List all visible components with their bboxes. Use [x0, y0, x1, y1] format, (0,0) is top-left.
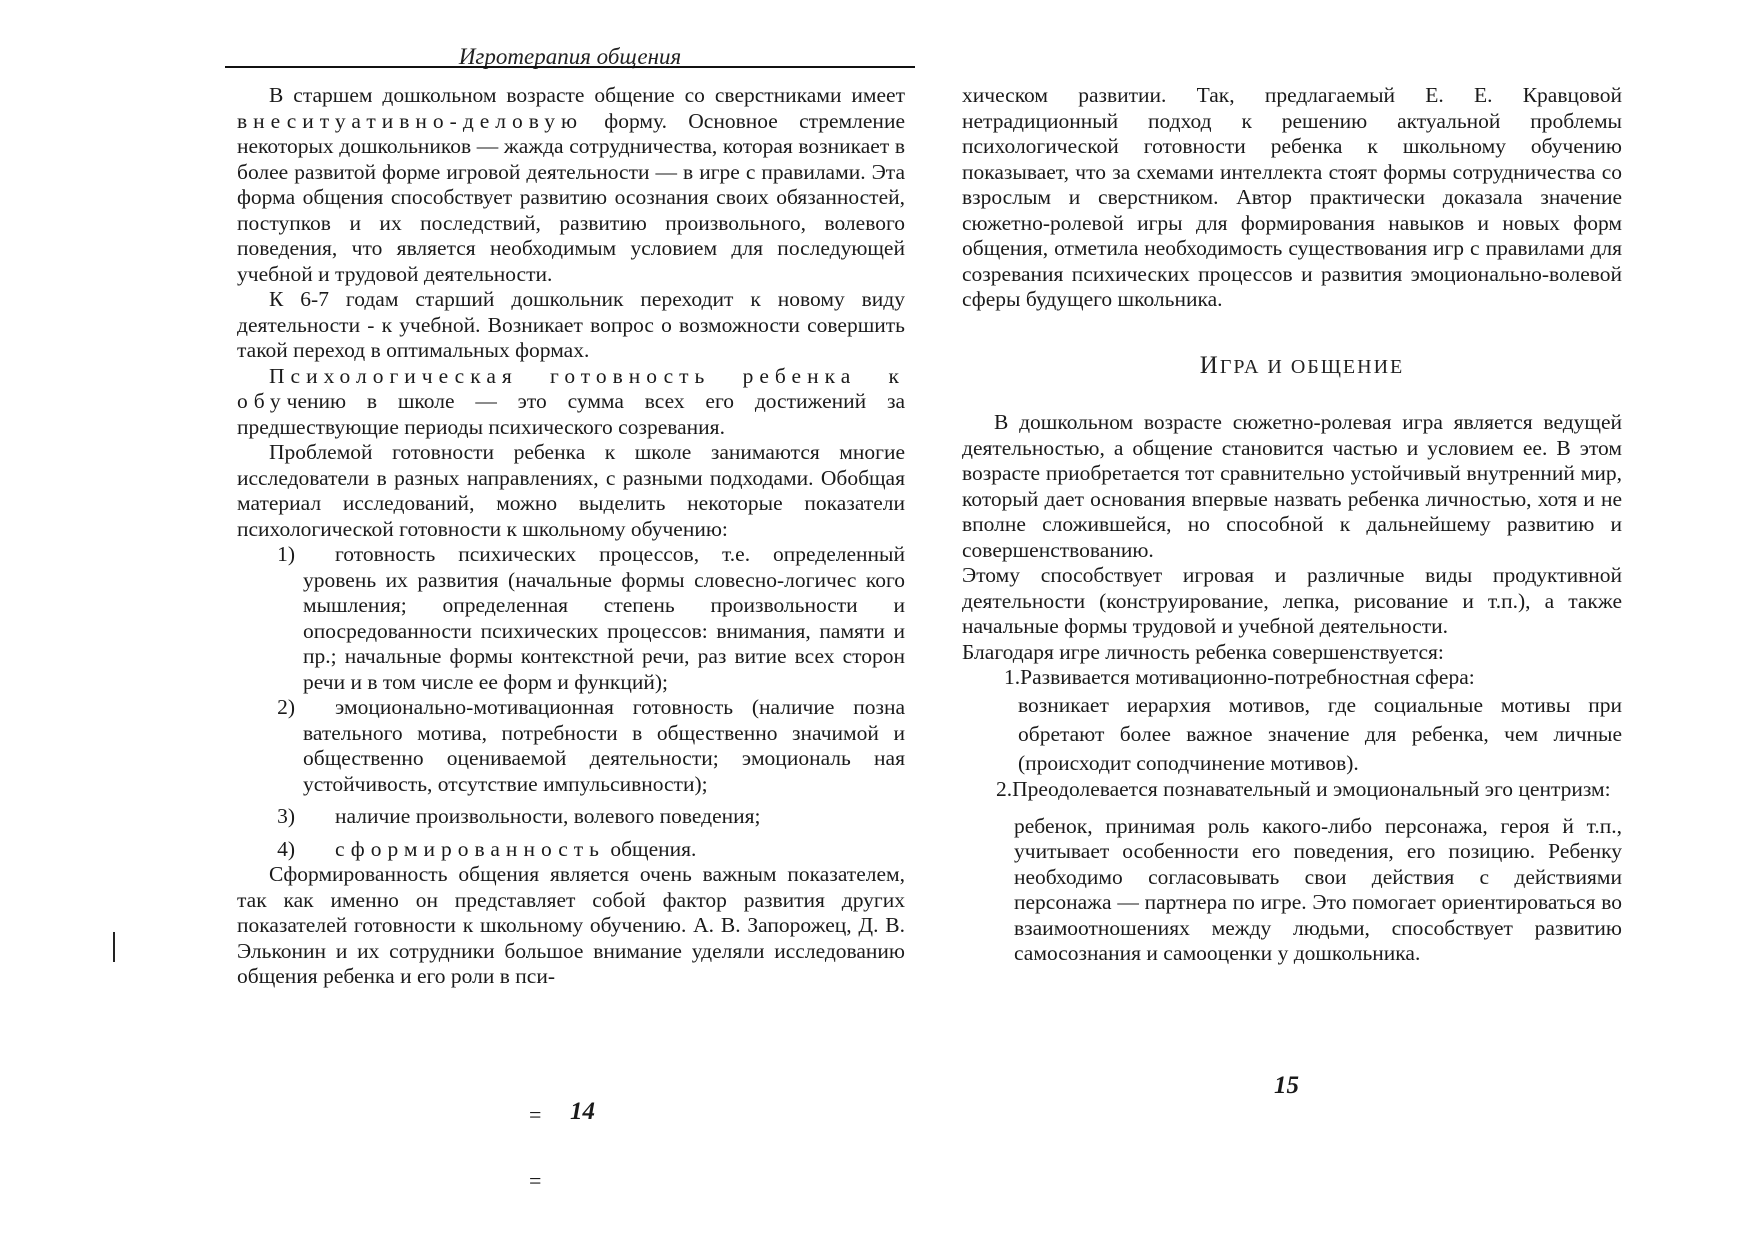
paragraph-3: Психологическая готовность ребенка к обучению в школе — это сумма всех его достижений за предшествующие периоды психического созревания. [237, 363, 905, 439]
list-number: 1) [277, 542, 295, 566]
list-item: 2.Преодолевается познавательный и эмоциональный эго центризм: [996, 776, 1611, 801]
list-item: 2) эмоционально-мотивационная готовность (наличие позна вательного мотива, потребности в общественно значимой и общественно оцениваемой деятельности; эмоциональ ная устойчивость, отсутствие импульсивности); [237, 695, 905, 797]
paragraph-a: В дошкольном возрасте сюжетно-ролевая игра является ведущей деятельностью, а общение становится частью и условием ее. В этом возрасте приобретается тот сравнительно устойчивый внутренний мир, который дает основания впервые назвать ребенка личностью, хотя и не вполне сложившейся, но способной к дальнейшему развитию и совершенствованию. [962, 410, 1622, 562]
paragraph-continued: хическом развитии. Так, предлагаемый Е. Е. Кравцовой нетрадиционный подход к решению актуальной проблемы психологической готовности ребенка к школьному обучению показывает, что за схемами интеллекта стоят формы сотрудничества со взрослым и сверстником. Автор практически доказала значение сюжетно-ролевой игры для формирования навыков и новых форм общения, отметила необходимость существования игр с правилами для созревания психических процессов и развития эмоционально-волевой сферы будущего школьника. [962, 83, 1622, 311]
list-item-body: возникает иерархия мотивов, где социальные мотивы при обретают более важное значение для ребенка, чем личные (происходит соподчинение мотивов). [1018, 692, 1622, 775]
paragraph-2: К 6-7 годам старший дошкольник переходит к новому виду деятельности - к учебной. Возникает вопрос о возможности совершить такой переход в оптимальных формах. [237, 287, 905, 362]
paragraph-b: Этому способствует игровая и различные виды продуктивной деятельности (конструирование, лепка, рисование и т.п.), а также начальные формы трудовой и учебной деятельности. [962, 563, 1622, 638]
list-number: 3) [277, 804, 295, 828]
left-page [225, 0, 915, 1241]
list-item-body: ребенок, принимая роль какого-либо персонажа, героя й т.п., учитывает особенности его поведения, его позицию. Ребенку необходимо согласовывать свои действия с действиями персонажа — партнера по игре. Это помогает ориентироваться во взаимоотношениях между людьми, способствует развитию самосознания и самооценки у дошкольника. [1014, 813, 1622, 965]
spaced-term: сформированность [335, 836, 605, 861]
paragraph-c: Благодаря игре личность ребенка совершенствуется: [962, 639, 1444, 664]
running-head: Игротерапия общения [458, 44, 682, 69]
list-item: 1) готовность психических процессов, т.е. определенный уровень их развития (начальные формы словесно-логичес кого мышления; определенная степень произвольности и опосредованности психических процессов: внимания, памяти и пр.; начальные формы контекстной речи, раз витие всех сторон речи и в том числе ее форм и функций); [237, 542, 905, 695]
page-number: 14 [570, 1098, 595, 1125]
paragraph-5: Сформированность общения является очень важным показателем, так как именно он представляет собой фактор развития других показателей готовности к школьному обучению. А. В. Запорожец, Д. В. Эльконин и их сотрудники большое внимание уделяли исследованию общения ребенка и его роли в пси- [237, 862, 905, 988]
list-number: 4) [277, 836, 295, 861]
paragraph-1: В старшем дошкольном возрасте общение со сверстниками имеет внеситуативно-деловую форму. Основное стремление некоторых дошкольников — жажда сотрудничества, которая возникает в более развитой форме игровой деятельности — в игре с правилами. Эта форма общения способствует развитию осознания своих обязанностей, поступков и их последствий, развитию произвольного, волевого поведения, что является необходимым условием для последующей учебной и трудовой деятельности. [237, 83, 905, 286]
right-page-top-text [962, 83, 1622, 313]
page-number: 15 [1274, 1072, 1299, 1099]
list-number: 2) [277, 695, 295, 719]
list-item: 1.Развивается мотивационно-потребностная сфера: [1004, 665, 1475, 689]
right-page-body [962, 410, 1622, 967]
list-item: 3) наличие произвольности, волевого поведения; [237, 804, 905, 830]
running-head-rule [225, 66, 915, 68]
page-mark: = [529, 1168, 542, 1193]
page-mark: = [529, 1102, 542, 1127]
section-title: ИГРА И ОБЩЕНИЕ [1199, 352, 1405, 379]
list-number: 1. [1004, 665, 1021, 689]
list-item: 4) сформированность общения. [237, 837, 905, 863]
paragraph-4: Проблемой готовности ребенка к школе занимаются многие исследователи в разных направлениях, с разными подходами. Обобщая материал исследований, можно выделить некоторые показатели психологической готовности к школьному обучению: [237, 440, 905, 541]
spaced-term: внеситуативно-деловую [237, 108, 584, 133]
spaced-term: Психологическая готовность ребенка к обу [237, 363, 905, 413]
list-number: 2. [996, 776, 1013, 801]
right-page [962, 0, 1642, 1241]
margin-bar [113, 932, 115, 962]
left-page-body [237, 83, 905, 990]
